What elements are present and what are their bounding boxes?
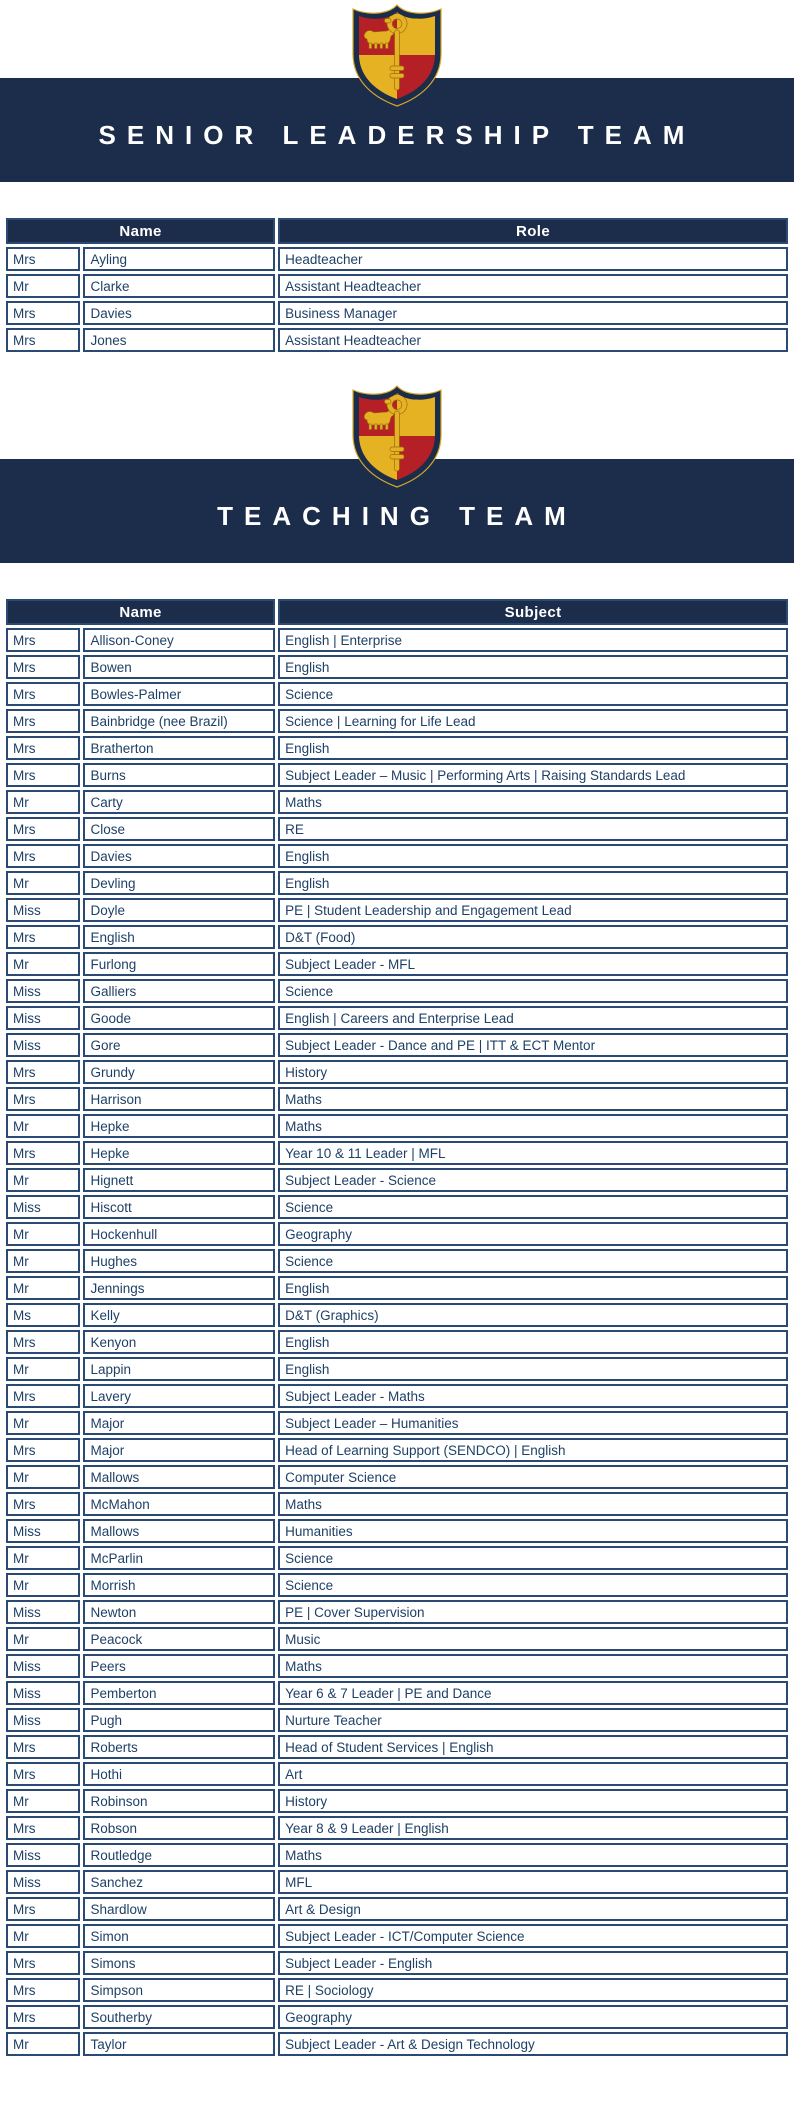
table-row <box>6 1627 788 1651</box>
title-cell: Mrs <box>6 1762 80 1786</box>
title-cell: Mrs <box>6 1951 80 1975</box>
detail-cell: Subject Leader - Science <box>278 1168 788 1192</box>
surname-cell: Simpson <box>83 1978 275 2002</box>
title-cell: Miss <box>6 1033 80 1057</box>
surname-cell: Hothi <box>83 1762 275 1786</box>
detail-cell: Subject Leader - English <box>278 1951 788 1975</box>
detail-cell: Subject Leader – Music | Performing Arts | Raising Standards Lead <box>278 763 788 787</box>
table-row <box>6 1600 788 1624</box>
title-cell: Mrs <box>6 655 80 679</box>
table-row <box>6 301 788 325</box>
surname-cell: Taylor <box>83 2032 275 2056</box>
detail-cell: Assistant Headteacher <box>278 274 788 298</box>
title-cell: Miss <box>6 898 80 922</box>
detail-cell: Subject Leader - Art & Design Technology <box>278 2032 788 2056</box>
detail-cell: Maths <box>278 1114 788 1138</box>
detail-cell: PE | Cover Supervision <box>278 1600 788 1624</box>
detail-cell: English <box>278 1357 788 1381</box>
title-cell: Miss <box>6 1600 80 1624</box>
table-row <box>6 1303 788 1327</box>
surname-cell: Bowen <box>83 655 275 679</box>
table-header-row <box>6 599 788 625</box>
table-row <box>6 1438 788 1462</box>
title-cell: Miss <box>6 1654 80 1678</box>
table-row <box>6 1924 788 1948</box>
title-cell: Mrs <box>6 1897 80 1921</box>
detail-cell: Year 8 & 9 Leader | English <box>278 1816 788 1840</box>
title-cell: Miss <box>6 979 80 1003</box>
surname-cell: Hepke <box>83 1114 275 1138</box>
surname-cell: Harrison <box>83 1087 275 1111</box>
detail-cell: Geography <box>278 2005 788 2029</box>
table-row <box>6 682 788 706</box>
school-crest-icon <box>347 383 447 489</box>
title-cell: Mrs <box>6 1060 80 1084</box>
detail-cell: Subject Leader – Humanities <box>278 1411 788 1435</box>
title-cell: Mrs <box>6 1330 80 1354</box>
surname-cell: Simon <box>83 1924 275 1948</box>
detail-cell: English | Enterprise <box>278 628 788 652</box>
teaching-team-table <box>3 596 791 2059</box>
detail-cell: Science <box>278 1573 788 1597</box>
surname-cell: Burns <box>83 763 275 787</box>
title-cell: Mr <box>6 1573 80 1597</box>
detail-cell: Headteacher <box>278 247 788 271</box>
detail-cell: Maths <box>278 1087 788 1111</box>
surname-cell: Davies <box>83 301 275 325</box>
surname-cell: Hepke <box>83 1141 275 1165</box>
table-row <box>6 1546 788 1570</box>
title-cell: Mr <box>6 1627 80 1651</box>
surname-cell: Peers <box>83 1654 275 1678</box>
school-crest-icon <box>347 2 447 108</box>
title-cell: Miss <box>6 1519 80 1543</box>
title-cell: Mrs <box>6 736 80 760</box>
detail-cell: Subject Leader - Dance and PE | ITT & ECT Mentor <box>278 1033 788 1057</box>
table-row <box>6 763 788 787</box>
surname-cell: Peacock <box>83 1627 275 1651</box>
title-cell: Ms <box>6 1303 80 1327</box>
table-row <box>6 1789 788 1813</box>
table-row <box>6 1357 788 1381</box>
table-row <box>6 925 788 949</box>
table-row <box>6 247 788 271</box>
title-cell: Miss <box>6 1006 80 1030</box>
table-row <box>6 1114 788 1138</box>
title-cell: Miss <box>6 1708 80 1732</box>
table-row <box>6 1411 788 1435</box>
table-row <box>6 1276 788 1300</box>
detail-cell: Subject Leader - MFL <box>278 952 788 976</box>
detail-cell: English | Careers and Enterprise Lead <box>278 1006 788 1030</box>
surname-cell: Hockenhull <box>83 1222 275 1246</box>
surname-cell: Hignett <box>83 1168 275 1192</box>
detail-cell: PE | Student Leadership and Engagement Lead <box>278 898 788 922</box>
detail-cell: English <box>278 844 788 868</box>
table-row <box>6 709 788 733</box>
section-teaching-team <box>0 383 794 2059</box>
detail-cell: Year 10 & 11 Leader | MFL <box>278 1141 788 1165</box>
detail-cell: Year 6 & 7 Leader | PE and Dance <box>278 1681 788 1705</box>
section-title: SENIOR LEADERSHIP TEAM <box>98 119 696 150</box>
title-cell: Miss <box>6 1843 80 1867</box>
surname-cell: Jones <box>83 328 275 352</box>
title-cell: Mr <box>6 1168 80 1192</box>
detail-cell: Science <box>278 979 788 1003</box>
table-row <box>6 1087 788 1111</box>
surname-cell: Hiscott <box>83 1195 275 1219</box>
detail-cell: Assistant Headteacher <box>278 328 788 352</box>
surname-cell: Major <box>83 1411 275 1435</box>
table-row <box>6 1735 788 1759</box>
title-cell: Mrs <box>6 1978 80 2002</box>
surname-cell: Ayling <box>83 247 275 271</box>
surname-cell: McParlin <box>83 1546 275 1570</box>
detail-cell: Geography <box>278 1222 788 1246</box>
table-row <box>6 1681 788 1705</box>
surname-cell: Davies <box>83 844 275 868</box>
table-row <box>6 1330 788 1354</box>
detail-cell: History <box>278 1060 788 1084</box>
surname-cell: Gore <box>83 1033 275 1057</box>
table-row <box>6 871 788 895</box>
table-row <box>6 1573 788 1597</box>
detail-cell: Art <box>278 1762 788 1786</box>
table-row <box>6 1060 788 1084</box>
table-row <box>6 1141 788 1165</box>
surname-cell: Kelly <box>83 1303 275 1327</box>
surname-cell: Bowles-Palmer <box>83 682 275 706</box>
table-row <box>6 1654 788 1678</box>
surname-cell: Allison-Coney <box>83 628 275 652</box>
column-header-subject: Subject <box>278 599 788 625</box>
title-cell: Mr <box>6 1114 80 1138</box>
table-row <box>6 979 788 1003</box>
title-cell: Mrs <box>6 1141 80 1165</box>
table-row <box>6 1843 788 1867</box>
title-cell: Mrs <box>6 1087 80 1111</box>
table-row <box>6 1897 788 1921</box>
table-row <box>6 817 788 841</box>
surname-cell: Grundy <box>83 1060 275 1084</box>
detail-cell: English <box>278 736 788 760</box>
table-row <box>6 1168 788 1192</box>
title-cell: Mrs <box>6 1492 80 1516</box>
detail-cell: D&T (Graphics) <box>278 1303 788 1327</box>
title-cell: Mr <box>6 1924 80 1948</box>
table-row <box>6 655 788 679</box>
table-row <box>6 2005 788 2029</box>
title-cell: Mrs <box>6 709 80 733</box>
detail-cell: English <box>278 1276 788 1300</box>
table-row <box>6 274 788 298</box>
surname-cell: Mallows <box>83 1519 275 1543</box>
column-header-role: Role <box>278 218 788 244</box>
table-row <box>6 1006 788 1030</box>
title-cell: Mrs <box>6 1735 80 1759</box>
surname-cell: Galliers <box>83 979 275 1003</box>
detail-cell: Business Manager <box>278 301 788 325</box>
title-cell: Miss <box>6 1870 80 1894</box>
surname-cell: Clarke <box>83 274 275 298</box>
title-cell: Mr <box>6 1276 80 1300</box>
detail-cell: Head of Student Services | English <box>278 1735 788 1759</box>
detail-cell: English <box>278 1330 788 1354</box>
table-row <box>6 1519 788 1543</box>
table-row <box>6 1708 788 1732</box>
title-cell: Mrs <box>6 1816 80 1840</box>
detail-cell: Maths <box>278 1492 788 1516</box>
detail-cell: History <box>278 1789 788 1813</box>
surname-cell: Robinson <box>83 1789 275 1813</box>
surname-cell: Lavery <box>83 1384 275 1408</box>
detail-cell: Science <box>278 1195 788 1219</box>
surname-cell: Lappin <box>83 1357 275 1381</box>
column-header-name: Name <box>6 218 275 244</box>
surname-cell: Kenyon <box>83 1330 275 1354</box>
title-cell: Miss <box>6 1195 80 1219</box>
detail-cell: Head of Learning Support (SENDCO) | English <box>278 1438 788 1462</box>
title-cell: Mr <box>6 1222 80 1246</box>
detail-cell: English <box>278 871 788 895</box>
surname-cell: English <box>83 925 275 949</box>
table-row <box>6 1762 788 1786</box>
table-row <box>6 952 788 976</box>
detail-cell: Maths <box>278 1654 788 1678</box>
surname-cell: Roberts <box>83 1735 275 1759</box>
detail-cell: Science <box>278 1546 788 1570</box>
detail-cell: English <box>278 655 788 679</box>
table-row <box>6 328 788 352</box>
title-cell: Mrs <box>6 247 80 271</box>
table-row <box>6 844 788 868</box>
surname-cell: Furlong <box>83 952 275 976</box>
table-row <box>6 1222 788 1246</box>
detail-cell: Maths <box>278 1843 788 1867</box>
title-cell: Mrs <box>6 925 80 949</box>
title-cell: Mr <box>6 2032 80 2056</box>
table-row <box>6 628 788 652</box>
title-cell: Mr <box>6 1411 80 1435</box>
detail-cell: Humanities <box>278 1519 788 1543</box>
table-row <box>6 1384 788 1408</box>
column-header-name: Name <box>6 599 275 625</box>
table-row <box>6 1195 788 1219</box>
surname-cell: Bainbridge (nee Brazil) <box>83 709 275 733</box>
detail-cell: Science <box>278 682 788 706</box>
surname-cell: Morrish <box>83 1573 275 1597</box>
table-row <box>6 1870 788 1894</box>
surname-cell: Pemberton <box>83 1681 275 1705</box>
title-cell: Mrs <box>6 301 80 325</box>
title-cell: Mr <box>6 1789 80 1813</box>
surname-cell: Robson <box>83 1816 275 1840</box>
title-cell: Miss <box>6 1681 80 1705</box>
detail-cell: MFL <box>278 1870 788 1894</box>
table-row <box>6 1978 788 2002</box>
surname-cell: Carty <box>83 790 275 814</box>
surname-cell: McMahon <box>83 1492 275 1516</box>
surname-cell: Jennings <box>83 1276 275 1300</box>
surname-cell: Simons <box>83 1951 275 1975</box>
detail-cell: Subject Leader - Maths <box>278 1384 788 1408</box>
detail-cell: RE | Sociology <box>278 1978 788 2002</box>
table-row <box>6 1492 788 1516</box>
surname-cell: Devling <box>83 871 275 895</box>
detail-cell: D&T (Food) <box>278 925 788 949</box>
table-row <box>6 1465 788 1489</box>
detail-cell: Science | Learning for Life Lead <box>278 709 788 733</box>
title-cell: Mrs <box>6 817 80 841</box>
senior-leadership-table <box>3 215 791 355</box>
staff-directory-page <box>0 2 794 2059</box>
detail-cell: Maths <box>278 790 788 814</box>
detail-cell: Nurture Teacher <box>278 1708 788 1732</box>
table-row <box>6 1033 788 1057</box>
detail-cell: RE <box>278 817 788 841</box>
title-cell: Mr <box>6 1357 80 1381</box>
table-row <box>6 898 788 922</box>
surname-cell: Major <box>83 1438 275 1462</box>
title-cell: Mr <box>6 1249 80 1273</box>
section-senior-leadership <box>0 2 794 355</box>
table-row <box>6 1816 788 1840</box>
surname-cell: Sanchez <box>83 1870 275 1894</box>
detail-cell: Music <box>278 1627 788 1651</box>
title-cell: Mr <box>6 274 80 298</box>
title-cell: Mrs <box>6 1438 80 1462</box>
title-cell: Mrs <box>6 763 80 787</box>
title-cell: Mrs <box>6 1384 80 1408</box>
surname-cell: Close <box>83 817 275 841</box>
table-row <box>6 790 788 814</box>
title-cell: Mr <box>6 952 80 976</box>
title-cell: Mrs <box>6 682 80 706</box>
detail-cell: Subject Leader - ICT/Computer Science <box>278 1924 788 1948</box>
title-cell: Mrs <box>6 328 80 352</box>
surname-cell: Goode <box>83 1006 275 1030</box>
surname-cell: Southerby <box>83 2005 275 2029</box>
table-row <box>6 2032 788 2056</box>
table-header-row <box>6 218 788 244</box>
title-cell: Mr <box>6 1546 80 1570</box>
detail-cell: Art & Design <box>278 1897 788 1921</box>
surname-cell: Doyle <box>83 898 275 922</box>
table-row <box>6 1249 788 1273</box>
title-cell: Mr <box>6 1465 80 1489</box>
title-cell: Mrs <box>6 844 80 868</box>
surname-cell: Shardlow <box>83 1897 275 1921</box>
detail-cell: Computer Science <box>278 1465 788 1489</box>
table-row <box>6 1951 788 1975</box>
detail-cell: Science <box>278 1249 788 1273</box>
surname-cell: Newton <box>83 1600 275 1624</box>
surname-cell: Routledge <box>83 1843 275 1867</box>
section-title: TEACHING TEAM <box>217 500 577 531</box>
title-cell: Mrs <box>6 2005 80 2029</box>
surname-cell: Bratherton <box>83 736 275 760</box>
surname-cell: Pugh <box>83 1708 275 1732</box>
surname-cell: Hughes <box>83 1249 275 1273</box>
surname-cell: Mallows <box>83 1465 275 1489</box>
title-cell: Mr <box>6 871 80 895</box>
title-cell: Mr <box>6 790 80 814</box>
table-row <box>6 736 788 760</box>
title-cell: Mrs <box>6 628 80 652</box>
